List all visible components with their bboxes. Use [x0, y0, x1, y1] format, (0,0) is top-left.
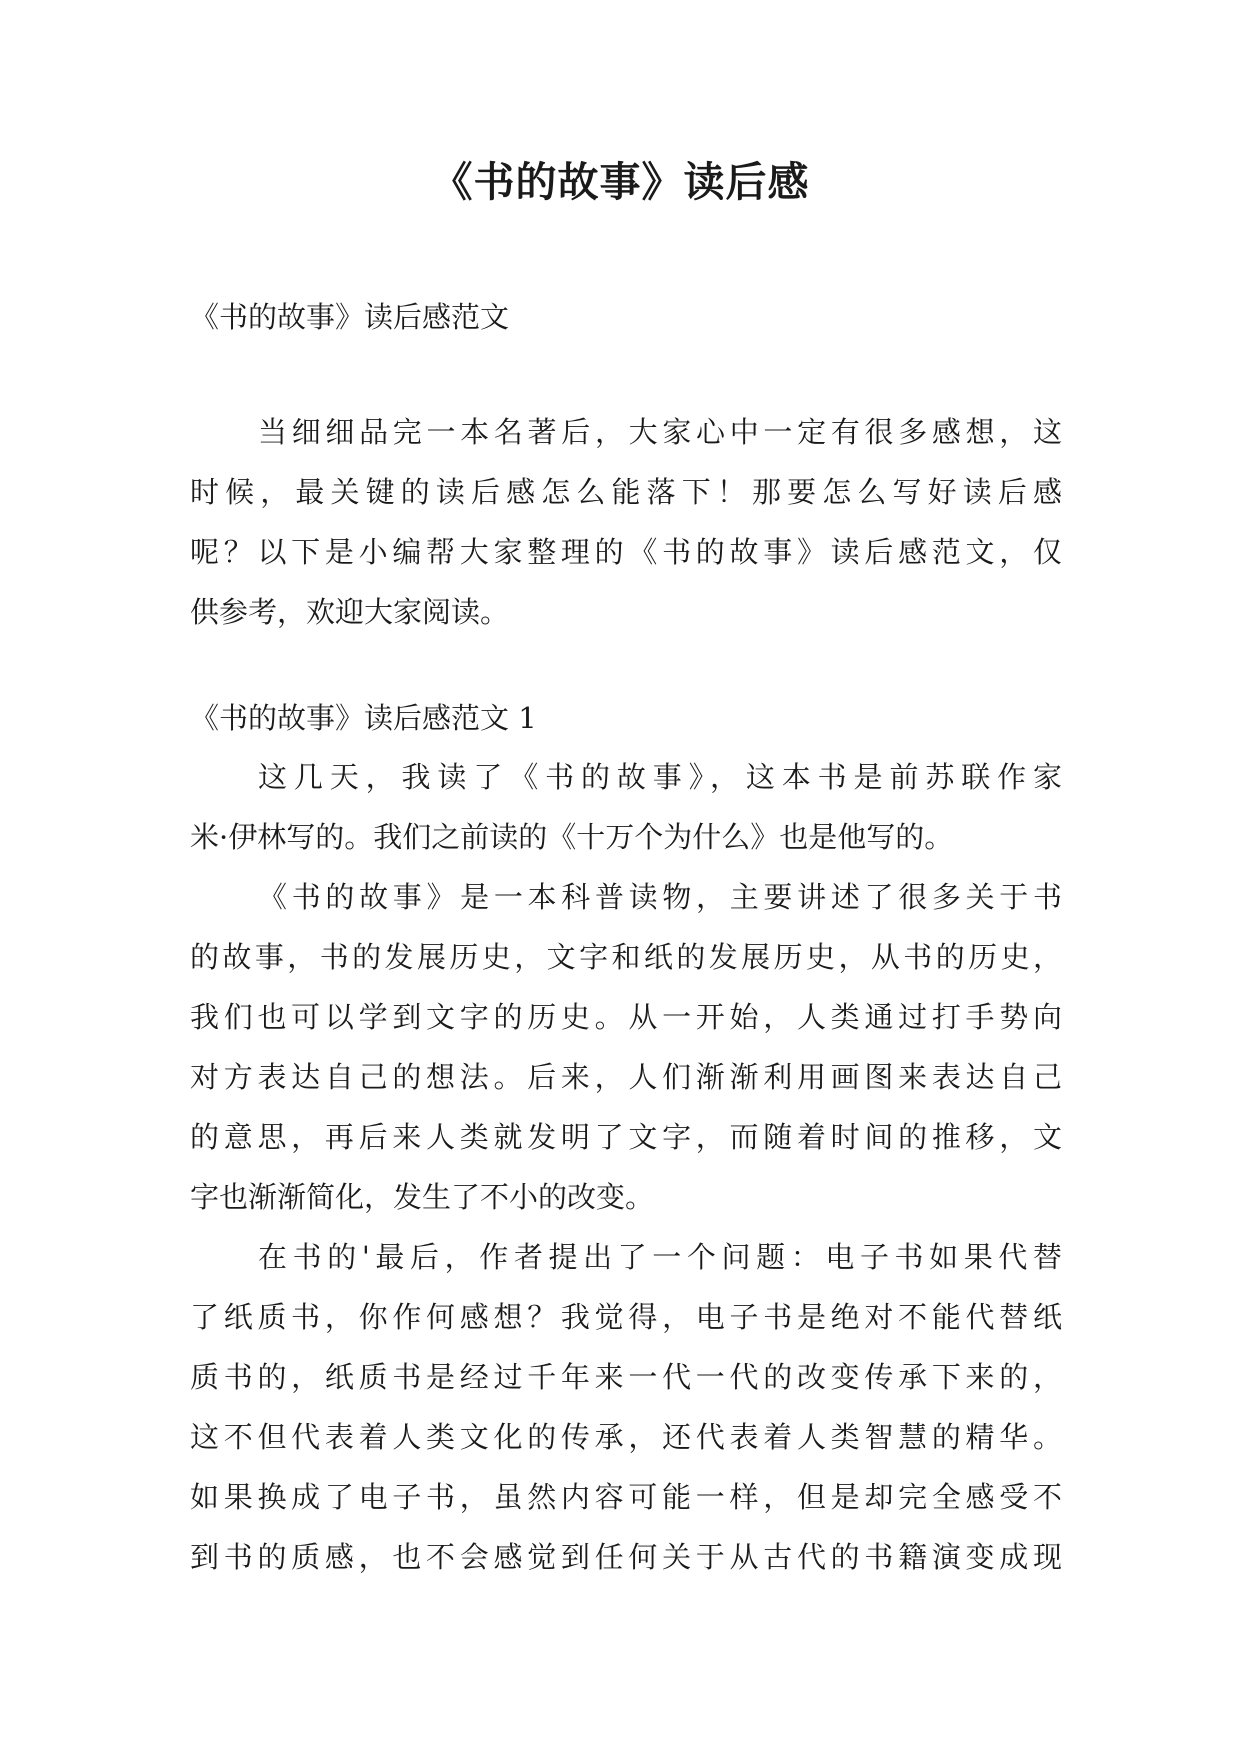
- paragraph-line: 供参考，欢迎大家阅读。: [190, 595, 510, 629]
- intro-paragraph: [190, 402, 1062, 642]
- paragraph-line: 当细细品完一本名著后，大家心中一定有很多感想，这: [258, 415, 1062, 449]
- paragraph-line: 对方表达自己的想法。后来，人们渐渐利用画图来表达自己: [190, 1060, 1062, 1094]
- paragraph-line: 米·伊林写的。我们之前读的《十万个为什么》也是他写的。: [190, 820, 954, 854]
- paragraph-line: 如果换成了电子书，虽然内容可能一样，但是却完全感受不: [190, 1480, 1062, 1514]
- document-title: 《书的故事》读后感: [431, 158, 810, 206]
- paragraph-line: 到书的质感，也不会感觉到任何关于从古代的书籍演变成现: [190, 1540, 1062, 1574]
- paragraph-line: 在书的'最后，作者提出了一个问题：电子书如果代替: [258, 1240, 1062, 1274]
- paragraph-line: 呢？以下是小编帮大家整理的《书的故事》读后感范文，仅: [190, 535, 1062, 569]
- paragraph-line: 的意思，再后来人类就发明了文字，而随着时间的推移，文: [190, 1120, 1062, 1154]
- paragraph-line: 这几天，我读了《书的故事》，这本书是前苏联作家: [258, 760, 1062, 794]
- document-subtitle: 《书的故事》读后感范文: [190, 300, 510, 334]
- paragraph-line: 了纸质书，你作何感想？我觉得，电子书是绝对不能代替纸: [190, 1300, 1062, 1334]
- paragraph-line: 这不但代表着人类文化的传承，还代表着人类智慧的精华。: [190, 1420, 1062, 1454]
- paragraph-line: 的故事，书的发展历史，文字和纸的发展历史，从书的历史，: [190, 940, 1062, 974]
- paragraph-line: 字也渐渐简化，发生了不小的改变。: [190, 1180, 655, 1214]
- paragraph-line: 我们也可以学到文字的历史。从一开始，人类通过打手势向: [190, 1000, 1062, 1034]
- section1-body: [190, 747, 1062, 1587]
- paragraph-line: 《书的故事》是一本科普读物，主要讲述了很多关于书: [258, 880, 1062, 914]
- paragraph-line: 时候，最关键的读后感怎么能落下！那要怎么写好读后感: [190, 475, 1062, 509]
- paragraph-line: 质书的，纸质书是经过千年来一代一代的改变传承下来的，: [190, 1360, 1062, 1394]
- section-heading: 《书的故事》读后感范文 1: [190, 701, 537, 735]
